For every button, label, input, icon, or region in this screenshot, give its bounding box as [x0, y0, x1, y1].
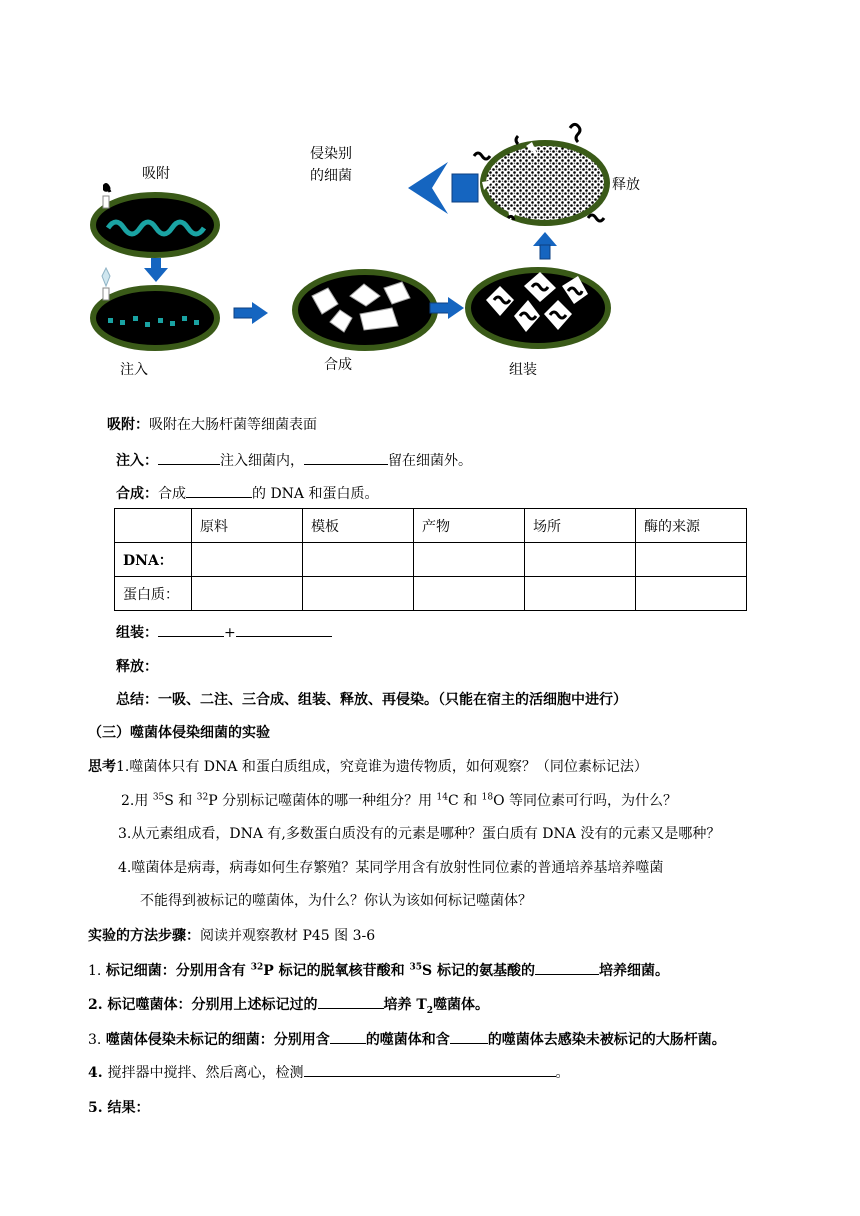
step-number: 2.: [88, 997, 108, 1013]
arrow-up-icon: [533, 232, 557, 259]
s1-sup: 35: [409, 962, 423, 973]
label-infect-line1: 侵染别: [310, 146, 352, 162]
method-title: 实验的方法步骤：: [88, 928, 200, 944]
step-synthesis: [116, 483, 379, 503]
label-assemble: 组装: [509, 362, 537, 378]
think-q3: 3.从元素组成看，DNA 有,多数蛋白质没有的元素是哪种？蛋白质有 DNA 没有的元素又是哪种？: [118, 826, 721, 842]
think-q4: 4.噬菌体是病毒，病毒如何生存繁殖？某同学用含有放射性同位素的普通培养基培养噬菌: [118, 860, 664, 876]
blank-s1[interactable]: [535, 960, 599, 975]
method-step-2: [88, 994, 489, 1016]
label-synthesis: 合成: [324, 357, 352, 373]
s1-sup: 32: [250, 962, 264, 973]
phage-icon: [103, 183, 111, 208]
q2-sup: 35: [152, 792, 165, 803]
table-cell[interactable]: [525, 577, 636, 611]
s3-part: 的噬菌体去感染未被标记的大肠杆菌。: [487, 1032, 726, 1048]
blank-assemble-1[interactable]: [158, 622, 224, 637]
adsorb-text: 吸附在大肠杆菌等细菌表面: [149, 417, 317, 433]
table-cell[interactable]: [192, 577, 303, 611]
s1-part: 标记细菌：分别用含有: [105, 963, 251, 979]
table-cell[interactable]: [414, 577, 525, 611]
method-ref: 阅读并观察教材 P45 图 3-6: [200, 928, 376, 944]
term-adsorb: 吸附：: [107, 417, 149, 433]
synthesis-table: [114, 508, 747, 611]
s3-part: 噬菌体侵染未标记的细菌：分别用含: [105, 1032, 330, 1048]
phage-ghost-icon: [102, 268, 110, 300]
bacterium-assembly: [468, 270, 608, 346]
term-inject: 注入：: [116, 453, 158, 469]
label-inject: 注入: [120, 362, 148, 378]
step-number: 3.: [88, 1032, 106, 1048]
table-header-cell: 原料: [192, 509, 303, 543]
step-adsorb: [107, 414, 317, 434]
step-number: 4.: [88, 1065, 108, 1081]
method-step-5: 5. 结果：: [88, 1100, 150, 1116]
q2-sup: 14: [436, 792, 448, 803]
bacterium-lysis: [482, 142, 607, 223]
s4-part: 。: [555, 1065, 570, 1081]
plus-sign: +: [224, 625, 236, 641]
blank-s2[interactable]: [318, 994, 384, 1009]
label-release: 释放: [612, 177, 640, 193]
step-inject: [116, 450, 472, 470]
s4-part: 搅拌器中搅拌、然后离心，检测: [107, 1065, 304, 1081]
table-cell[interactable]: [192, 543, 303, 577]
synth-end: 的 DNA 和蛋白质。: [252, 486, 379, 502]
label-adsorb: 吸附: [142, 166, 170, 182]
table-cell[interactable]: [525, 543, 636, 577]
method-heading: [88, 925, 375, 945]
blank-inject-2[interactable]: [304, 450, 388, 465]
q2-part: 2.用: [121, 793, 153, 809]
s1-part: P 标记的脱氧核苷酸和: [263, 963, 410, 979]
method-step-4: [88, 1062, 570, 1082]
table-row: [115, 543, 747, 577]
bacterium-adsorb: [93, 195, 217, 255]
table-header-row: [115, 509, 747, 543]
s3-part: 的噬菌体和含: [365, 1032, 450, 1048]
table-header-cell: 产物: [414, 509, 525, 543]
table-row-label: DNA：: [115, 543, 192, 577]
table-cell[interactable]: [303, 543, 414, 577]
table-cell[interactable]: [636, 543, 747, 577]
s1-part: 培养细菌。: [599, 963, 670, 979]
s2-sub: 2: [426, 1005, 434, 1016]
bacterium-synthesis: [295, 272, 435, 348]
term-synthesis: 合成：: [116, 486, 158, 502]
q2-part: C 和: [448, 793, 482, 809]
summary: 总结：一吸、二注、三合成、组装、释放、再侵染。（只能在宿主的活细胞中进行）: [116, 692, 627, 708]
inject-mid: 注入细菌内，: [220, 453, 304, 469]
q2-sup: 32: [196, 792, 209, 803]
step-release: 释放：: [116, 659, 158, 675]
blank-s3-2[interactable]: [450, 1029, 488, 1044]
s1-part: S 标记的氨基酸的: [422, 963, 536, 979]
section-title: （三）噬菌体侵染细菌的实验: [88, 725, 270, 741]
s2-part: 标记噬菌体：分别用上述标记过的: [107, 997, 318, 1013]
synth-pre: 合成: [158, 486, 186, 502]
think-q1-text: 1.噬菌体只有 DNA 和蛋白质组成，究竟谁为遗传物质，如何观察？（同位素标记法）: [116, 759, 648, 775]
step-number: 1.: [88, 963, 106, 979]
think-q4-cont: 不能得到被标记的噬菌体，为什么？你认为该如何标记噬菌体？: [140, 893, 532, 909]
blank-synthesis[interactable]: [186, 483, 252, 498]
arrow-down-icon: [144, 258, 168, 282]
term-assemble: 组装：: [116, 625, 158, 641]
bacterium-inject: [93, 288, 217, 348]
think-prefix: 思考: [88, 759, 116, 775]
table-cell[interactable]: [303, 577, 414, 611]
method-step-3: [88, 1029, 726, 1049]
table-header-cell: 模板: [303, 509, 414, 543]
q2-sup: 18: [481, 792, 494, 803]
think-q2: [121, 790, 677, 810]
step-assemble: [116, 622, 332, 642]
blank-s4[interactable]: [304, 1062, 556, 1077]
label-infect-line2: 的细菌: [310, 168, 352, 184]
table-cell[interactable]: [414, 543, 525, 577]
q2-part: S 和: [164, 793, 197, 809]
blank-s3-1[interactable]: [330, 1029, 366, 1044]
blank-assemble-2[interactable]: [236, 622, 332, 637]
think-q1: [88, 756, 648, 776]
method-step-1: [88, 960, 669, 980]
q2-part: O 等同位素可行吗，为什么？: [493, 793, 678, 809]
s2-part: 噬菌体。: [433, 997, 490, 1013]
s2-part: 培养 T: [383, 997, 427, 1013]
table-header-cell: [115, 509, 192, 543]
arrow-right-icon: [234, 302, 268, 324]
table-header-cell: 场所: [525, 509, 636, 543]
table-row: [115, 577, 747, 611]
phage-lifecycle-diagram: [0, 0, 860, 400]
arrow-left-icon: [408, 162, 478, 214]
blank-inject-1[interactable]: [158, 450, 220, 465]
table-header-cell: 酶的来源: [636, 509, 747, 543]
table-cell[interactable]: [636, 577, 747, 611]
table-row-label: 蛋白质：: [115, 577, 192, 611]
inject-end: 留在细菌外。: [388, 453, 472, 469]
q2-part: P 分别标记噬菌体的哪一种组分？用: [208, 793, 437, 809]
